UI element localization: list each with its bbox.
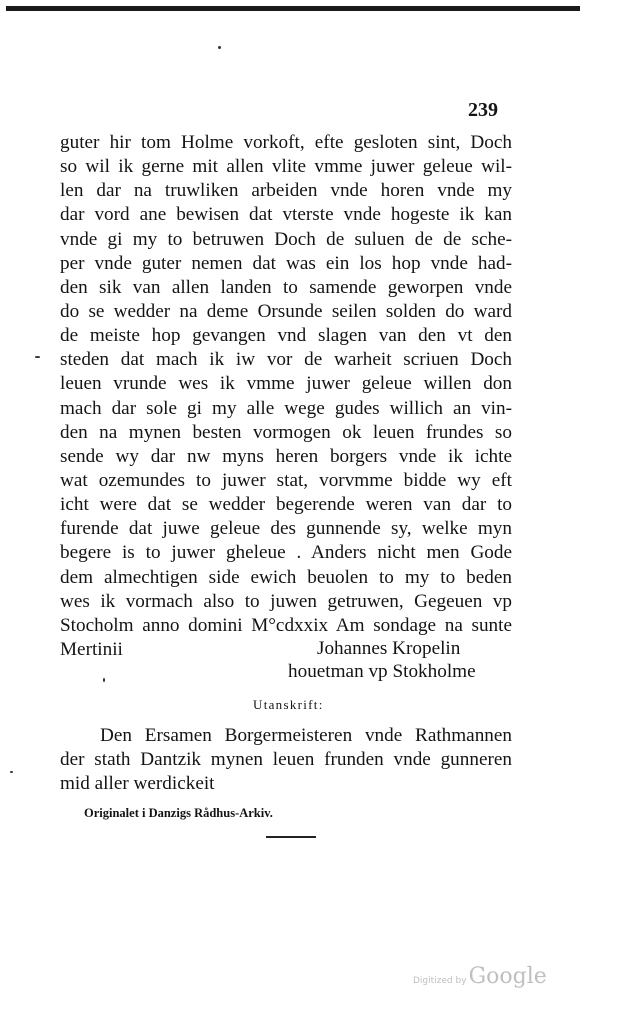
letter-line: den sik van allen landen to samende geworpen vnde <box>60 276 512 298</box>
letter-line: begere is to juwer gheleue . Anders nicht men Gode <box>60 542 512 564</box>
letter-line: wat ozemundes to juwer stat, vorvmme bidde wy eft <box>60 469 512 491</box>
letter-line: de meiste hop gevangen vnd slagen van den vt den <box>60 325 512 347</box>
letter-line: so wil ik gerne mit allen vlite vmme juwer geleue wil- <box>60 156 512 178</box>
letter-line: leuen vrunde wes ik vmme juwer geleue willen don <box>60 373 512 395</box>
watermark-brand: Google <box>468 964 547 989</box>
address-block <box>60 724 512 796</box>
google-watermark <box>413 962 547 996</box>
letter-line: sende wy dar nw myns heren borgers vnde ik ichte <box>60 445 512 467</box>
page-number: 239 <box>468 99 498 121</box>
address-line: Den Ersamen Borgermeisteren vnde Rathmannen <box>100 725 512 746</box>
letter-line: dar vord ane bewisen dat vterste vnde hogeste ik kan <box>60 204 512 226</box>
watermark-prefix: Digitized by <box>413 976 467 986</box>
address-line: der stath Dantzik mynen leuen frunden vnde gunneren <box>60 749 512 770</box>
top-rule <box>6 6 580 11</box>
letter-line: len dar na truwliken arbeiden vnde horen vnde my <box>60 180 512 202</box>
address-heading: Utanskrift: <box>253 697 324 712</box>
letter-line: do se wedder na deme Orsunde seilen solden do ward <box>60 300 512 322</box>
scan-speck <box>103 678 105 682</box>
letter-line: steden dat mach ik iw vor de warheit scriuen Doch <box>60 349 512 371</box>
letter-line: wes ik vormach also to juwen getruwen, Gegeuen vp <box>60 590 512 612</box>
scan-speck <box>35 356 40 358</box>
letter-line: furende dat juwe geleue des gunnende sy, welke myn <box>60 518 512 540</box>
letter-line: Mertinii <box>60 638 123 660</box>
address-line: mid aller werdickeit <box>60 773 215 794</box>
letter-line: dem almechtigen side ewich beuolen to my to beden <box>60 566 512 588</box>
letter-line: icht were dat se wedder begerende weren van dar to <box>60 494 512 516</box>
signature-title: houetman vp Stokholme <box>288 661 476 682</box>
signature-name: Johannes Kropelin <box>317 638 461 659</box>
end-rule <box>266 836 316 838</box>
scan-speck <box>10 771 13 773</box>
letter-line: per vnde guter nemen dat was ein los hop vnde had- <box>60 252 512 274</box>
letter-line: Stocholm anno domini M°cdxxix Am sondage na sunte <box>60 614 512 636</box>
letter-line: mach dar sole gi my alle wege gudes willich an vin- <box>60 397 512 419</box>
letter-line: guter hir tom Holme vorkoft, efte gesloten sint, Doch <box>60 132 512 153</box>
letter-line: den na mynen besten vormogen ok leuen frundes so <box>60 421 512 443</box>
scan-speck <box>218 46 221 49</box>
letter-line: vnde gi my to betruwen Doch de suluen de de sche- <box>60 228 512 250</box>
source-note: Originalet i Danzigs Rådhus-Arkiv. <box>84 806 273 820</box>
letter-body <box>60 131 512 662</box>
